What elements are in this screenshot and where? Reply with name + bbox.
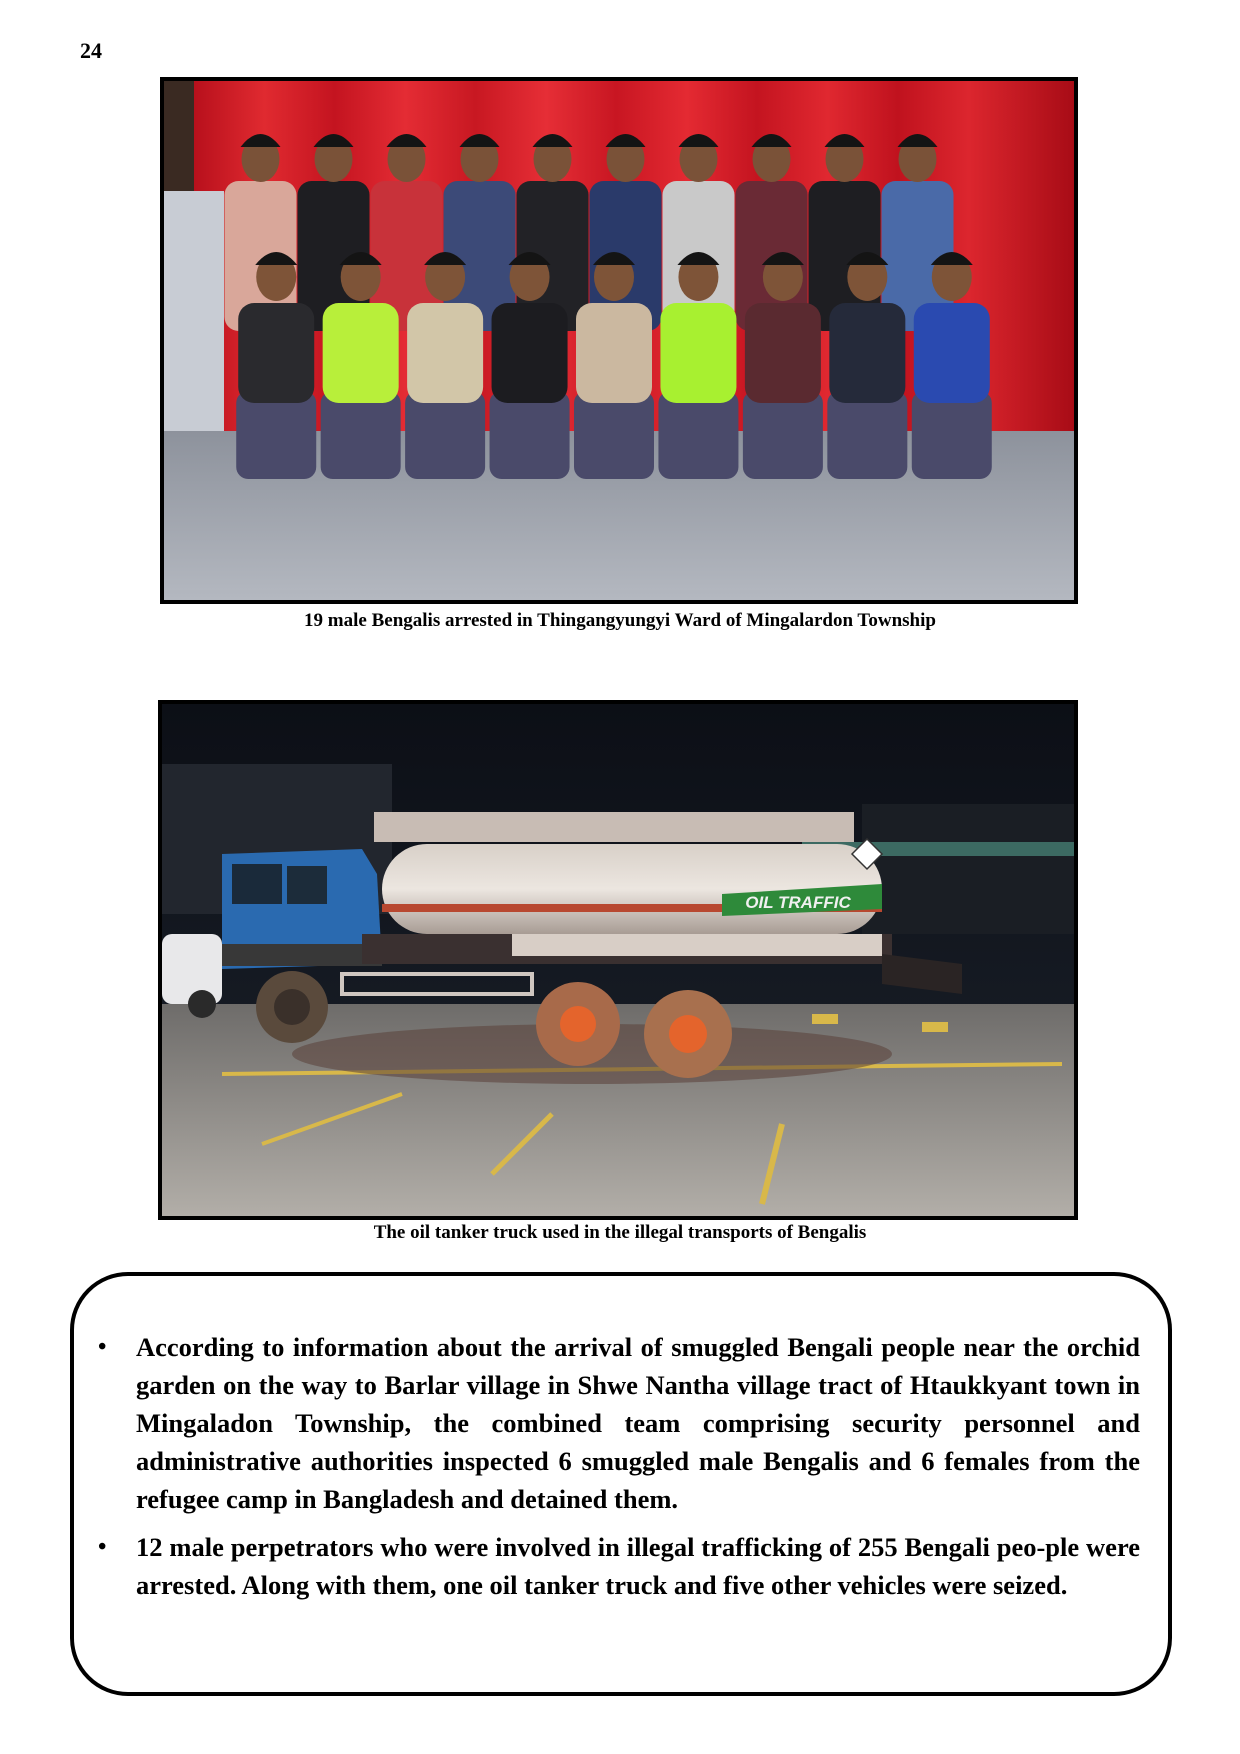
- page-number: 24: [80, 38, 102, 63]
- front-row-people: [236, 252, 992, 479]
- oil-tanker-truck-photo: [158, 700, 1078, 1220]
- tanker-label: OIL TRAFFIC: [745, 893, 851, 912]
- bullet-item: • According to information about the arrival of smuggled Bengali people near the orchid garden on the way to Barlar village in Shwe Nantha village tract of Htaukkyant town in Mingaladon Township, the combined team comprising security personnel and administrative authorities inspected 6 smuggled male Bengalis and 6 females from the refugee camp in Bangladesh and detained them.: [136, 1328, 1140, 1518]
- bullet-item: • 12 male perpetrators who were involved in illegal trafficking of 255 Bengali peo-ple were arrested. Along with them, one oil tanker truck and five other vehicles were seized.: [136, 1528, 1140, 1604]
- figure-1-caption: 19 male Bengalis arrested in Thingangyungyi Ward of Mingalardon Township: [304, 610, 936, 631]
- detainees-group-photo: [160, 77, 1078, 604]
- summary-box: [70, 1272, 1172, 1696]
- figure-2-caption: The oil tanker truck used in the illegal transports of Bengalis: [373, 1222, 867, 1243]
- summary-bullet-list: [74, 1276, 1168, 1604]
